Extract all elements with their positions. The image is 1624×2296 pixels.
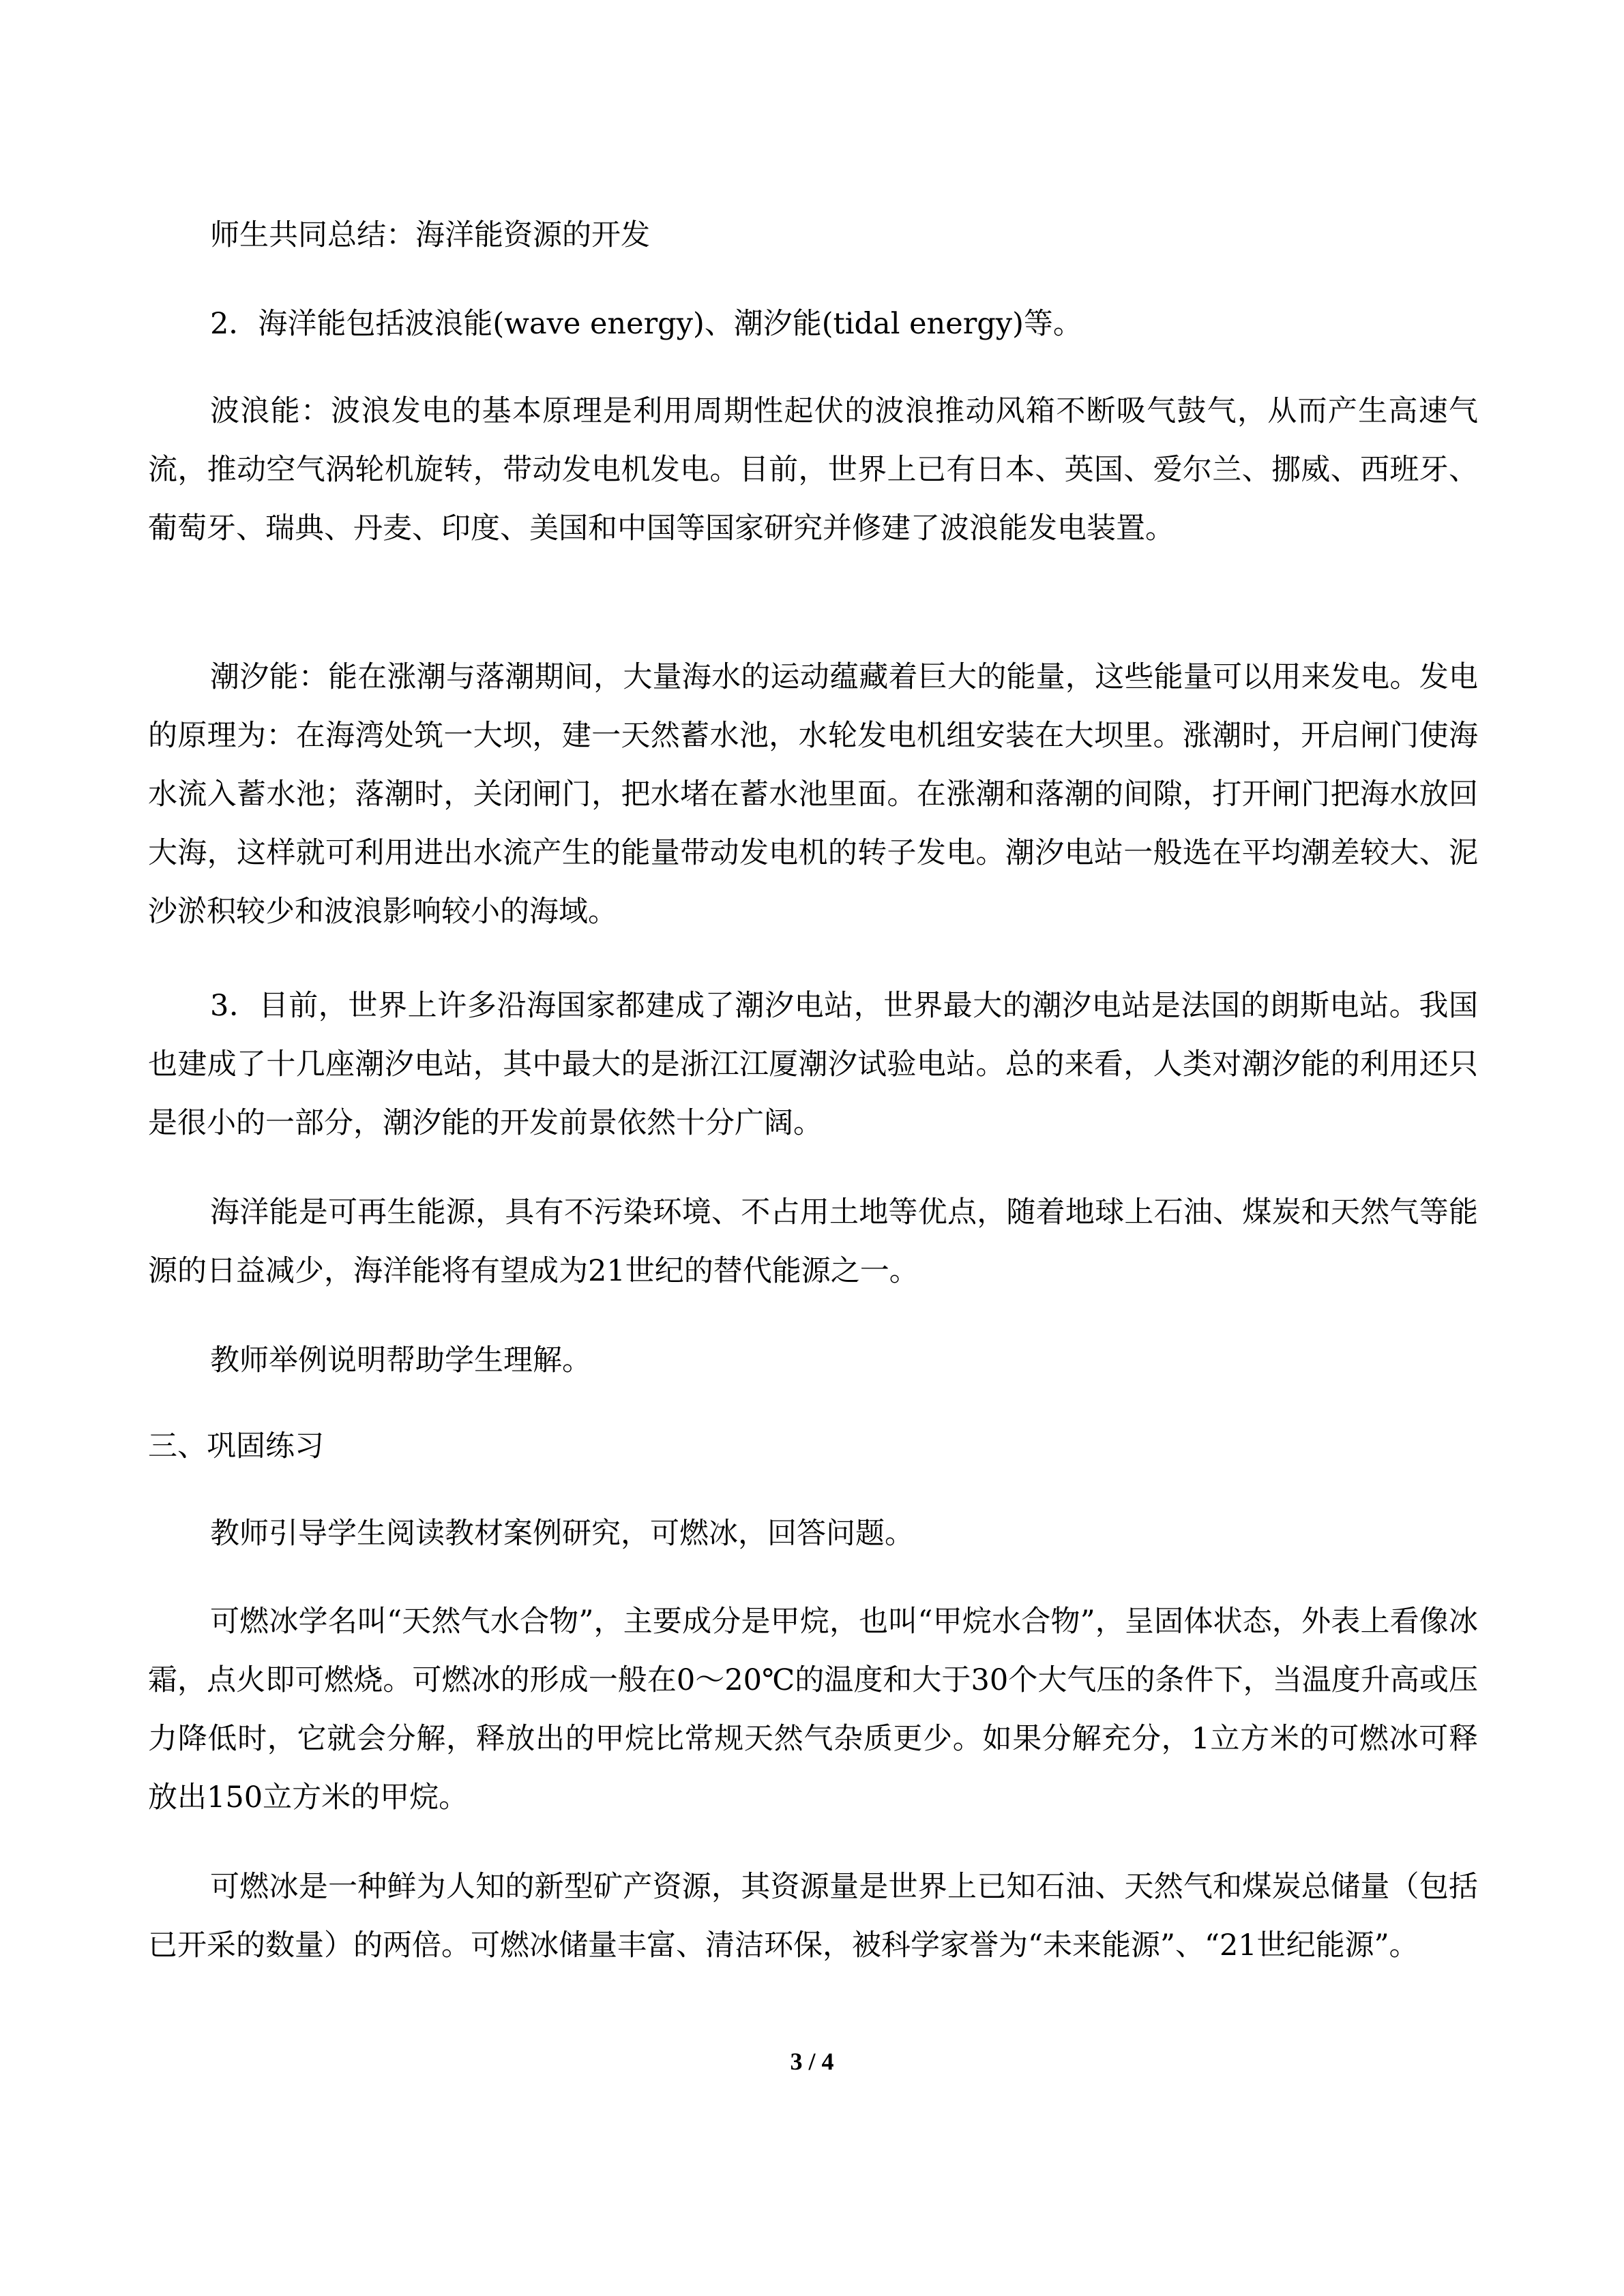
paragraph-teacher-example: 教师举例说明帮助学生理解。: [210, 1343, 591, 1377]
paragraph-tidal-stations: 3．目前，世界上许多沿海国家都建成了潮汐电站，世界最大的潮汐电站是法国的朗斯电站。我国也建成了十几座潮汐电站，其中最大的是浙江江厦潮汐试验电站。总的来看，人类对潮汐能的利用还只是很小的一部分，潮汐能的开发前景依然十分广阔。: [148, 989, 1478, 1140]
paragraph-renewable: 海洋能是可再生能源，具有不污染环境、不占用土地等优点，随着地球上石油、煤炭和天然气等能源的日益减少，海洋能将有望成为21世纪的替代能源之一。: [148, 1195, 1478, 1288]
paragraph-tidal-energy: 潮汐能：能在涨潮与落潮期间，大量海水的运动蕴藏着巨大的能量，这些能量可以用来发电。发电的原理为：在海湾处筑一大坝，建一天然蓄水池，水轮发电机组安装在大坝里。涨潮时，开启闸门使海水流入蓄水池；落潮时，关闭闸门，把水堵在蓄水池里面。在涨潮和落潮的间隙，打开闸门把海水放回大海，这样就可利用进出水流产生的能量带动发电机的转子发电。潮汐电站一般选在平均潮差较大、泥沙淤积较少和波浪影响较小的海域。: [148, 660, 1478, 929]
paragraph-teacher-guide: 教师引导学生阅读教材案例研究，可燃冰，回答问题。: [210, 1517, 914, 1551]
paragraph-combustible-ice-resource: 可燃冰是一种鲜为人知的新型矿产资源，其资源量是世界上已知石油、天然气和煤炭总储量（包括已开采的数量）的两倍。可燃冰储量丰富、清洁环保，被科学家誉为“未来能源”、“21世纪能源”。: [148, 1870, 1478, 1963]
paragraph-ocean-energy-types: 2．海洋能包括波浪能(wave energy)、潮汐能(tidal energy)等。: [210, 307, 1082, 341]
page-number: 3 / 4: [790, 2048, 834, 2075]
paragraph-wave-energy: 波浪能：波浪发电的基本原理是利用周期性起伏的波浪推动风箱不断吸气鼓气，从而产生高速气流，推动空气涡轮机旋转，带动发电机发电。目前，世界上已有日本、英国、爱尔兰、挪威、西班牙、葡萄牙、瑞典、丹麦、印度、美国和中国等国家研究并修建了波浪能发电装置。: [148, 394, 1478, 546]
section-heading-practice: 三、巩固练习: [148, 1429, 324, 1463]
paragraph-summary: 师生共同总结：海洋能资源的开发: [210, 218, 650, 252]
paragraph-combustible-ice: 可燃冰学名叫“天然气水合物”，主要成分是甲烷，也叫“甲烷水合物”，呈固体状态，外表上看像冰霜，点火即可燃烧。可燃冰的形成一般在0～20℃的温度和大于30个大气压的条件下，当温度升高或压力降低时，它就会分解，释放出的甲烷比常规天然气杂质更少。如果分解充分，1立方米的可燃冰可释放出150立方米的甲烷。: [148, 1605, 1478, 1815]
